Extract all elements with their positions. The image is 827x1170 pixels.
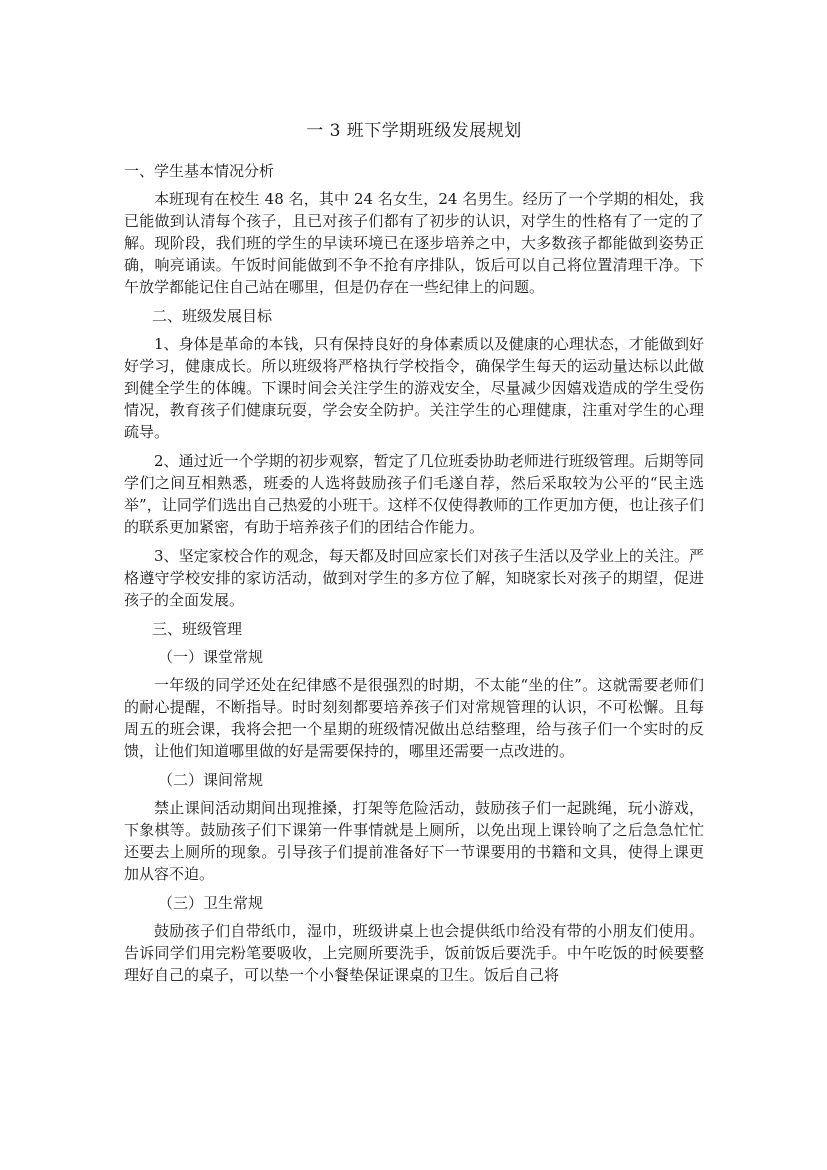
- subheading-break-rules: （二）课间常规: [158, 771, 264, 789]
- paragraph-goal-1: 1、身体是革命的本钱，只有保持良好的身体素质以及健康的心理状态，才能做到好好学习，健康成长。所以班级将严格执行学校指令，确保学生每天的运动量达标以此做到健全学生的体魄。下课时间会关注学生的游戏安全，尽量减少因嬉戏造成的学生受伤情况，教育孩子们健康玩耍，学会安全防护。关注学生的心理健康，注重对学生的心理疏导。: [124, 335, 704, 441]
- paragraph-goal-2: 2、通过近一个学期的初步观察，暂定了几位班委协助老师进行班级管理。后期等同学们之间互相熟悉，班委的人选将鼓励孩子们毛遂自荐，然后采取较为公平的“民主选举”，让同学们选出自己热爱的小班干。这样不仅使得教师的工作更加方便，也让孩子们的联系更加紧密，有助于培养孩子们的团结合作能力。: [124, 452, 704, 536]
- subheading-hygiene-rules: （三）卫生常规: [158, 894, 264, 912]
- section-heading-3: 三、班级管理: [152, 620, 243, 638]
- section-heading-2: 二、班级发展目标: [152, 307, 273, 325]
- subheading-classroom-rules: （一）课堂常规: [158, 648, 264, 666]
- paragraph-goal-3: 3、坚定家校合作的观念，每天都及时回应家长们对孩子生活以及学业上的关注。严格遵守学校安排的家访活动，做到对学生的多方位了解，知晓家长对孩子的期望，促进孩子的全面发展。: [124, 547, 704, 609]
- paragraph-student-analysis: 本班现有在校生 48 名，其中 24 名女生，24 名男生。经历了一个学期的相处，我已能做到认清每个孩子，且已对孩子们都有了初步的认识，对学生的性格有了一定的了解。现阶段，我们班的学生的早读环境已在逐步培养之中，大多数孩子都能做到姿势正确，响亮诵读。午饭时间能做到不争不抢有序排队，饭后可以自己将位置清理干净。下午放学都能记住自己站在哪里，但是仍存在一些纪律上的问题。: [124, 190, 704, 296]
- document-title: 一 3 班下学期班级发展规划: [306, 121, 522, 141]
- section-heading-1: 一、学生基本情况分析: [124, 162, 275, 180]
- document-page: [124, 118, 704, 993]
- paragraph-break-rules: 禁止课间活动期间出现推搡，打架等危险活动，鼓励孩子们一起跳绳，玩小游戏，下象棋等。鼓励孩子们下课第一件事情就是上厕所，以免出现上课铃响了之后急急忙忙还要去上厕所的现象。引导孩子们提前准备好下一节课要用的书籍和文具，使得上课更加从容不迫。: [124, 799, 704, 883]
- paragraph-classroom-rules: 一年级的同学还处在纪律感不是很强烈的时期，不太能“坐的住”。这就需要老师们的耐心提醒，不断指导。时时刻刻都要培养孩子们对常规管理的认识，不可松懈。且每周五的班会课，我将会把一个星期的班级情况做出总结整理，给与孩子们一个实时的反馈，让他们知道哪里做的好是需要保持的，哪里还需要一点改进的。: [124, 676, 704, 760]
- paragraph-hygiene-rules: 鼓励孩子们自带纸巾，湿巾，班级讲桌上也会提供纸巾给没有带的小朋友们使用。告诉同学们用完粉笔要吸收，上完厕所要洗手，饭前饭后要洗手。中午吃饭的时候要整理好自己的桌子，可以垫一个小餐垫保证课桌的卫生。饭后自己将: [124, 922, 704, 984]
